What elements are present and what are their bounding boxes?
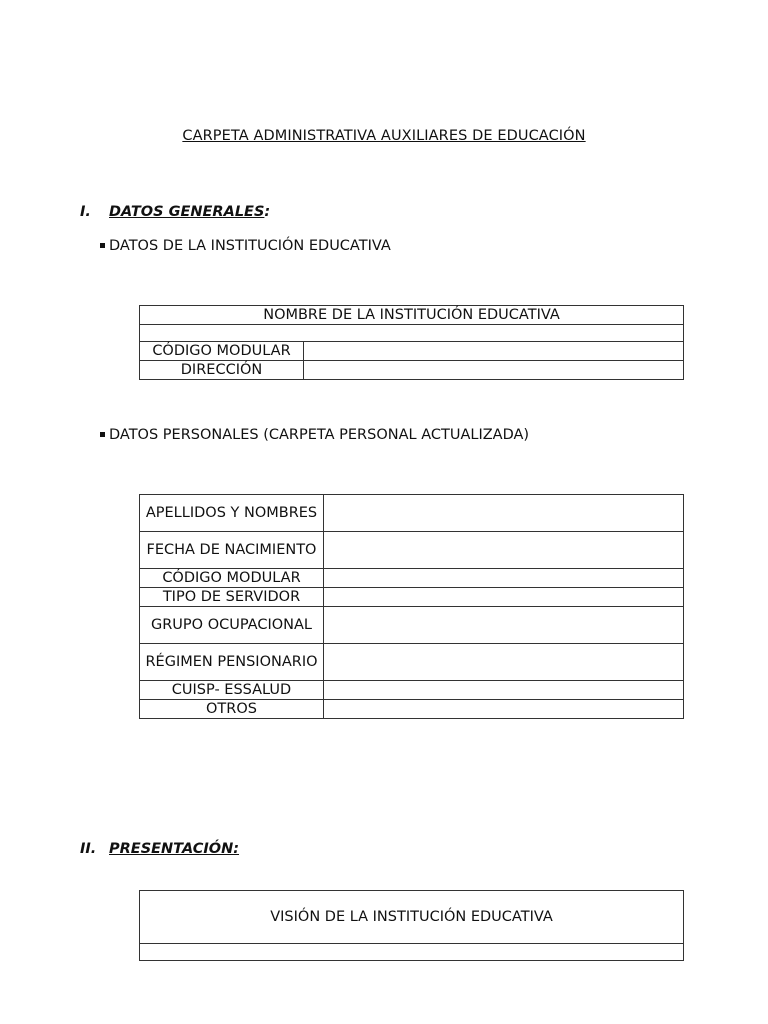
personal-data-table xyxy=(139,494,684,719)
row-value-cell[interactable] xyxy=(324,532,684,569)
bullet-text: DATOS DE LA INSTITUCIÓN EDUCATIVA xyxy=(109,238,391,254)
row-label: CUISP- ESSALUD xyxy=(140,681,324,700)
section-heading-datos-generales xyxy=(80,204,270,220)
table-row xyxy=(140,607,684,644)
row-label: RÉGIMEN PENSIONARIO xyxy=(140,644,324,681)
row-label: FECHA DE NACIMIENTO xyxy=(140,532,324,569)
section-number: I. xyxy=(80,204,91,220)
row-value-cell[interactable] xyxy=(324,569,684,588)
table-row xyxy=(140,588,684,607)
section-heading-text: DATOS GENERALES xyxy=(109,204,265,220)
row-value-cell[interactable] xyxy=(324,607,684,644)
table-row xyxy=(140,569,684,588)
table-row xyxy=(140,700,684,719)
bullet-datos-institucion xyxy=(100,238,391,254)
institution-name-header: NOMBRE DE LA INSTITUCIÓN EDUCATIVA xyxy=(140,306,684,325)
bullet-square-icon xyxy=(100,432,105,437)
table-row xyxy=(140,361,684,380)
table-row xyxy=(140,944,684,961)
table-row xyxy=(140,306,684,325)
row-value-cell[interactable] xyxy=(304,361,684,380)
institution-name-value[interactable] xyxy=(140,325,684,342)
table-row xyxy=(140,342,684,361)
bullet-square-icon xyxy=(100,243,105,248)
row-value-cell[interactable] xyxy=(324,681,684,700)
section-heading-presentacion xyxy=(80,841,239,857)
row-value-cell[interactable] xyxy=(324,588,684,607)
table-row xyxy=(140,891,684,944)
table-row xyxy=(140,495,684,532)
section-number: II. xyxy=(80,841,97,857)
vision-header: VISIÓN DE LA INSTITUCIÓN EDUCATIVA xyxy=(140,891,684,944)
row-value-cell[interactable] xyxy=(324,495,684,532)
institution-table xyxy=(139,305,684,380)
section-heading-text: PRESENTACIÓN: xyxy=(109,841,240,857)
row-value-cell[interactable] xyxy=(324,700,684,719)
table-row xyxy=(140,644,684,681)
vision-table xyxy=(139,890,684,961)
row-label: CÓDIGO MODULAR xyxy=(140,342,304,361)
document-title: CARPETA ADMINISTRATIVA AUXILIARES DE EDUCACIÓN xyxy=(182,128,586,144)
row-label: DIRECCIÓN xyxy=(140,361,304,380)
row-label: CÓDIGO MODULAR xyxy=(140,569,324,588)
row-label: GRUPO OCUPACIONAL xyxy=(140,607,324,644)
row-label: APELLIDOS Y NOMBRES xyxy=(140,495,324,532)
row-label: TIPO DE SERVIDOR xyxy=(140,588,324,607)
row-value-cell[interactable] xyxy=(324,644,684,681)
section-heading-colon: : xyxy=(264,204,271,220)
table-row xyxy=(140,325,684,342)
bullet-text: DATOS PERSONALES (CARPETA PERSONAL ACTUALIZADA) xyxy=(109,427,530,443)
table-row xyxy=(140,681,684,700)
row-label: OTROS xyxy=(140,700,324,719)
bullet-datos-personales xyxy=(100,427,529,443)
row-value-cell[interactable] xyxy=(304,342,684,361)
vision-value-cell[interactable] xyxy=(140,944,684,961)
table-row xyxy=(140,532,684,569)
